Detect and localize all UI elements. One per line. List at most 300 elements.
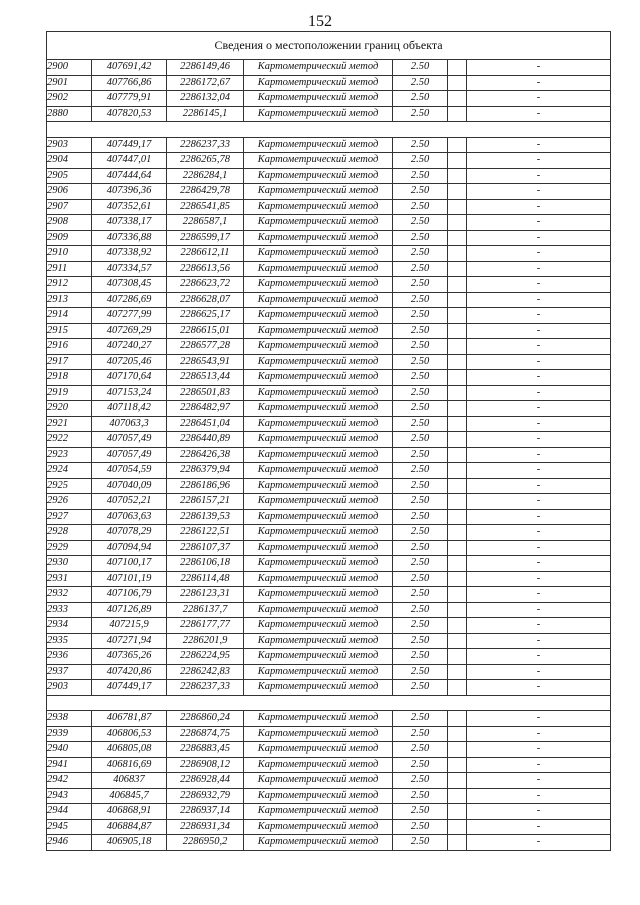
point-number: 2922: [47, 432, 92, 448]
table-row: [47, 726, 611, 742]
empty-cell: [448, 494, 467, 510]
table-row: [47, 91, 611, 107]
point-number: 2943: [47, 788, 92, 804]
coordinate-x: 407052,21: [92, 494, 167, 510]
coordinate-x: 406805,08: [92, 742, 167, 758]
coordinate-y: 2286513,44: [167, 370, 244, 386]
point-number: 2921: [47, 416, 92, 432]
table-row: [47, 540, 611, 556]
description: -: [467, 292, 611, 308]
point-number: 2905: [47, 168, 92, 184]
coordinate-x: 407118,42: [92, 401, 167, 417]
coordinate-y: 2286928,44: [167, 773, 244, 789]
determination-method: Картометрический метод: [244, 106, 393, 122]
point-number: 2912: [47, 277, 92, 293]
point-number: 2924: [47, 463, 92, 479]
table-row: [47, 788, 611, 804]
coordinate-x: 407153,24: [92, 385, 167, 401]
coordinate-x: 406868,91: [92, 804, 167, 820]
determination-method: Картометрический метод: [244, 184, 393, 200]
description: -: [467, 494, 611, 510]
coordinate-x: 407447,01: [92, 153, 167, 169]
coordinate-x: 407396,36: [92, 184, 167, 200]
accuracy: 2.50: [393, 277, 448, 293]
description: -: [467, 819, 611, 835]
determination-method: Картометрический метод: [244, 819, 393, 835]
table-row: [47, 556, 611, 572]
table-row: [47, 432, 611, 448]
accuracy: 2.50: [393, 804, 448, 820]
accuracy: 2.50: [393, 292, 448, 308]
empty-cell: [448, 215, 467, 231]
table-row: [47, 509, 611, 525]
point-number: 2913: [47, 292, 92, 308]
determination-method: Картометрический метод: [244, 432, 393, 448]
coordinate-y: 2286224,95: [167, 649, 244, 665]
point-number: 2919: [47, 385, 92, 401]
point-number: 2906: [47, 184, 92, 200]
accuracy: 2.50: [393, 726, 448, 742]
determination-method: Картометрический метод: [244, 788, 393, 804]
description: -: [467, 230, 611, 246]
table-row: [47, 478, 611, 494]
table-row: [47, 215, 611, 231]
coordinate-x: 407449,17: [92, 680, 167, 696]
point-number: 2937: [47, 664, 92, 680]
coordinate-x: 407365,26: [92, 649, 167, 665]
description: -: [467, 246, 611, 262]
empty-cell: [448, 804, 467, 820]
coordinate-y: 2286139,53: [167, 509, 244, 525]
point-number: 2925: [47, 478, 92, 494]
coordinate-y: 2286931,34: [167, 819, 244, 835]
table-row: [47, 664, 611, 680]
accuracy: 2.50: [393, 633, 448, 649]
empty-cell: [448, 60, 467, 76]
description: -: [467, 757, 611, 773]
determination-method: Картометрический метод: [244, 757, 393, 773]
determination-method: Картометрический метод: [244, 618, 393, 634]
table-row: [47, 742, 611, 758]
coordinate-y: 2286149,46: [167, 60, 244, 76]
coordinate-x: 407101,19: [92, 571, 167, 587]
coordinate-x: 406905,18: [92, 835, 167, 851]
empty-cell: [448, 168, 467, 184]
table-row: [47, 447, 611, 463]
point-number: 2938: [47, 711, 92, 727]
coordinate-x: 407054,59: [92, 463, 167, 479]
point-number: 2930: [47, 556, 92, 572]
table-row: [47, 184, 611, 200]
accuracy: 2.50: [393, 385, 448, 401]
coordinate-y: 2286932,79: [167, 788, 244, 804]
empty-cell: [448, 711, 467, 727]
determination-method: Картометрический метод: [244, 137, 393, 153]
empty-cell: [448, 292, 467, 308]
determination-method: Картометрический метод: [244, 494, 393, 510]
description: -: [467, 571, 611, 587]
empty-cell: [448, 432, 467, 448]
determination-method: Картометрический метод: [244, 416, 393, 432]
description: -: [467, 618, 611, 634]
empty-cell: [448, 664, 467, 680]
group-separator: [47, 122, 611, 138]
determination-method: Картометрический метод: [244, 711, 393, 727]
accuracy: 2.50: [393, 757, 448, 773]
accuracy: 2.50: [393, 230, 448, 246]
point-number: 2880: [47, 106, 92, 122]
empty-cell: [448, 91, 467, 107]
empty-cell: [448, 835, 467, 851]
point-number: 2935: [47, 633, 92, 649]
coordinate-y: 2286543,91: [167, 354, 244, 370]
determination-method: Картометрический метод: [244, 246, 393, 262]
empty-cell: [448, 246, 467, 262]
description: -: [467, 137, 611, 153]
table-row: [47, 416, 611, 432]
point-number: 2923: [47, 447, 92, 463]
coordinate-x: 406781,87: [92, 711, 167, 727]
point-number: 2936: [47, 649, 92, 665]
determination-method: Картометрический метод: [244, 261, 393, 277]
accuracy: 2.50: [393, 571, 448, 587]
determination-method: Картометрический метод: [244, 602, 393, 618]
determination-method: Картометрический метод: [244, 153, 393, 169]
table-row: [47, 137, 611, 153]
empty-cell: [448, 726, 467, 742]
coordinate-x: 407352,61: [92, 199, 167, 215]
determination-method: Картометрический метод: [244, 478, 393, 494]
empty-cell: [448, 757, 467, 773]
determination-method: Картометрический метод: [244, 571, 393, 587]
determination-method: Картометрический метод: [244, 168, 393, 184]
coordinate-x: 407057,49: [92, 432, 167, 448]
accuracy: 2.50: [393, 308, 448, 324]
coordinate-x: 407420,86: [92, 664, 167, 680]
description: -: [467, 649, 611, 665]
table-row: [47, 835, 611, 851]
point-number: 2932: [47, 587, 92, 603]
coordinate-x: 407040,09: [92, 478, 167, 494]
coordinate-y: 2286628,07: [167, 292, 244, 308]
accuracy: 2.50: [393, 664, 448, 680]
empty-cell: [448, 137, 467, 153]
coordinate-x: 407691,42: [92, 60, 167, 76]
coordinate-y: 2286625,17: [167, 308, 244, 324]
coordinate-y: 2286284,1: [167, 168, 244, 184]
accuracy: 2.50: [393, 215, 448, 231]
description: -: [467, 91, 611, 107]
point-number: 2914: [47, 308, 92, 324]
empty-cell: [448, 509, 467, 525]
empty-cell: [448, 788, 467, 804]
coordinate-x: 407766,86: [92, 75, 167, 91]
coordinate-y: 2286950,2: [167, 835, 244, 851]
coordinate-x: 406806,53: [92, 726, 167, 742]
accuracy: 2.50: [393, 137, 448, 153]
empty-cell: [448, 339, 467, 355]
table-row: [47, 370, 611, 386]
description: -: [467, 184, 611, 200]
table-row: [47, 230, 611, 246]
accuracy: 2.50: [393, 463, 448, 479]
empty-cell: [448, 525, 467, 541]
table-row: [47, 168, 611, 184]
table-row: [47, 401, 611, 417]
accuracy: 2.50: [393, 742, 448, 758]
description: -: [467, 339, 611, 355]
accuracy: 2.50: [393, 184, 448, 200]
coordinate-y: 2286177,77: [167, 618, 244, 634]
accuracy: 2.50: [393, 680, 448, 696]
accuracy: 2.50: [393, 432, 448, 448]
empty-cell: [448, 416, 467, 432]
group-separator-row: [47, 122, 611, 138]
accuracy: 2.50: [393, 416, 448, 432]
accuracy: 2.50: [393, 494, 448, 510]
point-number: 2908: [47, 215, 92, 231]
determination-method: Картометрический метод: [244, 633, 393, 649]
table-row: [47, 525, 611, 541]
description: -: [467, 742, 611, 758]
point-number: 2902: [47, 91, 92, 107]
table-row: [47, 75, 611, 91]
coordinate-x: 407338,92: [92, 246, 167, 262]
point-number: 2907: [47, 199, 92, 215]
determination-method: Картометрический метод: [244, 556, 393, 572]
accuracy: 2.50: [393, 478, 448, 494]
determination-method: Картометрический метод: [244, 540, 393, 556]
determination-method: Картометрический метод: [244, 385, 393, 401]
accuracy: 2.50: [393, 447, 448, 463]
coordinate-x: 407215,9: [92, 618, 167, 634]
empty-cell: [448, 618, 467, 634]
determination-method: Картометрический метод: [244, 835, 393, 851]
coordinate-y: 2286613,56: [167, 261, 244, 277]
coordinate-y: 2286379,94: [167, 463, 244, 479]
coordinate-y: 2286599,17: [167, 230, 244, 246]
coordinate-y: 2286577,28: [167, 339, 244, 355]
point-number: 2931: [47, 571, 92, 587]
description: -: [467, 788, 611, 804]
empty-cell: [448, 184, 467, 200]
empty-cell: [448, 680, 467, 696]
point-number: 2909: [47, 230, 92, 246]
description: -: [467, 680, 611, 696]
coordinate-x: 407334,57: [92, 261, 167, 277]
table-row: [47, 757, 611, 773]
accuracy: 2.50: [393, 354, 448, 370]
boundary-coordinates-table: [46, 31, 611, 851]
table-row: [47, 602, 611, 618]
coordinate-y: 2286615,01: [167, 323, 244, 339]
coordinate-y: 2286186,96: [167, 478, 244, 494]
description: -: [467, 711, 611, 727]
determination-method: Картометрический метод: [244, 742, 393, 758]
table-row: [47, 261, 611, 277]
determination-method: Картометрический метод: [244, 525, 393, 541]
empty-cell: [448, 587, 467, 603]
empty-cell: [448, 385, 467, 401]
empty-cell: [448, 649, 467, 665]
table-row: [47, 804, 611, 820]
table-row: [47, 773, 611, 789]
determination-method: Картометрический метод: [244, 91, 393, 107]
table-row: [47, 587, 611, 603]
empty-cell: [448, 773, 467, 789]
coordinate-y: 2286107,37: [167, 540, 244, 556]
coordinate-y: 2286106,18: [167, 556, 244, 572]
point-number: 2926: [47, 494, 92, 510]
accuracy: 2.50: [393, 540, 448, 556]
point-number: 2901: [47, 75, 92, 91]
determination-method: Картометрический метод: [244, 773, 393, 789]
empty-cell: [448, 742, 467, 758]
description: -: [467, 75, 611, 91]
description: -: [467, 726, 611, 742]
table-row: [47, 246, 611, 262]
coordinate-y: 2286612,11: [167, 246, 244, 262]
determination-method: Картометрический метод: [244, 354, 393, 370]
empty-cell: [448, 556, 467, 572]
coordinate-y: 2286623,72: [167, 277, 244, 293]
coordinate-y: 2286426,38: [167, 447, 244, 463]
table-row: [47, 106, 611, 122]
coordinate-x: 406816,69: [92, 757, 167, 773]
determination-method: Картометрический метод: [244, 804, 393, 820]
coordinate-x: 406845,7: [92, 788, 167, 804]
description: -: [467, 463, 611, 479]
accuracy: 2.50: [393, 773, 448, 789]
accuracy: 2.50: [393, 819, 448, 835]
coordinate-y: 2286145,1: [167, 106, 244, 122]
empty-cell: [448, 633, 467, 649]
point-number: 2900: [47, 60, 92, 76]
coordinate-y: 2286908,12: [167, 757, 244, 773]
empty-cell: [448, 401, 467, 417]
empty-cell: [448, 261, 467, 277]
point-number: 2904: [47, 153, 92, 169]
determination-method: Картометрический метод: [244, 587, 393, 603]
empty-cell: [448, 354, 467, 370]
point-number: 2903: [47, 680, 92, 696]
description: -: [467, 168, 611, 184]
point-number: 2939: [47, 726, 92, 742]
determination-method: Картометрический метод: [244, 447, 393, 463]
determination-method: Картометрический метод: [244, 199, 393, 215]
accuracy: 2.50: [393, 509, 448, 525]
table-row: [47, 680, 611, 696]
description: -: [467, 447, 611, 463]
table-row: [47, 633, 611, 649]
coordinate-y: 2286122,51: [167, 525, 244, 541]
empty-cell: [448, 370, 467, 386]
accuracy: 2.50: [393, 153, 448, 169]
determination-method: Картометрический метод: [244, 215, 393, 231]
determination-method: Картометрический метод: [244, 292, 393, 308]
accuracy: 2.50: [393, 649, 448, 665]
empty-cell: [448, 819, 467, 835]
table-row: [47, 649, 611, 665]
empty-cell: [448, 75, 467, 91]
coordinate-x: 407338,17: [92, 215, 167, 231]
coordinate-x: 407106,79: [92, 587, 167, 603]
coordinate-x: 407277,99: [92, 308, 167, 324]
coordinate-x: 407269,29: [92, 323, 167, 339]
point-number: 2940: [47, 742, 92, 758]
accuracy: 2.50: [393, 106, 448, 122]
table-row: [47, 354, 611, 370]
accuracy: 2.50: [393, 711, 448, 727]
description: -: [467, 401, 611, 417]
coordinate-x: 407094,94: [92, 540, 167, 556]
accuracy: 2.50: [393, 587, 448, 603]
coordinate-y: 2286429,78: [167, 184, 244, 200]
determination-method: Картометрический метод: [244, 308, 393, 324]
coordinate-x: 407100,17: [92, 556, 167, 572]
accuracy: 2.50: [393, 525, 448, 541]
point-number: 2920: [47, 401, 92, 417]
accuracy: 2.50: [393, 618, 448, 634]
empty-cell: [448, 478, 467, 494]
table-row: [47, 292, 611, 308]
table-row: [47, 819, 611, 835]
table-row: [47, 60, 611, 76]
coordinate-x: 407449,17: [92, 137, 167, 153]
empty-cell: [448, 571, 467, 587]
coordinate-y: 2286860,24: [167, 711, 244, 727]
table-row: [47, 618, 611, 634]
coordinate-x: 407057,49: [92, 447, 167, 463]
table-row: [47, 277, 611, 293]
coordinate-y: 2286937,14: [167, 804, 244, 820]
coordinate-y: 2286501,83: [167, 385, 244, 401]
coordinate-x: 407170,64: [92, 370, 167, 386]
accuracy: 2.50: [393, 370, 448, 386]
accuracy: 2.50: [393, 246, 448, 262]
accuracy: 2.50: [393, 199, 448, 215]
description: -: [467, 587, 611, 603]
description: -: [467, 308, 611, 324]
coordinate-x: 407063,3: [92, 416, 167, 432]
coordinate-x: 407308,45: [92, 277, 167, 293]
coordinate-y: 2286883,45: [167, 742, 244, 758]
empty-cell: [448, 602, 467, 618]
point-number: 2944: [47, 804, 92, 820]
determination-method: Картометрический метод: [244, 726, 393, 742]
coordinate-x: 406884,87: [92, 819, 167, 835]
determination-method: Картометрический метод: [244, 339, 393, 355]
description: -: [467, 664, 611, 680]
point-number: 2941: [47, 757, 92, 773]
determination-method: Картометрический метод: [244, 60, 393, 76]
description: -: [467, 106, 611, 122]
determination-method: Картометрический метод: [244, 649, 393, 665]
coordinate-y: 2286451,04: [167, 416, 244, 432]
coordinate-y: 2286132,04: [167, 91, 244, 107]
determination-method: Картометрический метод: [244, 323, 393, 339]
coordinate-x: 406837: [92, 773, 167, 789]
description: -: [467, 354, 611, 370]
determination-method: Картометрический метод: [244, 463, 393, 479]
description: -: [467, 804, 611, 820]
point-number: 2903: [47, 137, 92, 153]
coordinate-x: 407444,64: [92, 168, 167, 184]
description: -: [467, 261, 611, 277]
accuracy: 2.50: [393, 60, 448, 76]
empty-cell: [448, 277, 467, 293]
coordinate-x: 407820,53: [92, 106, 167, 122]
